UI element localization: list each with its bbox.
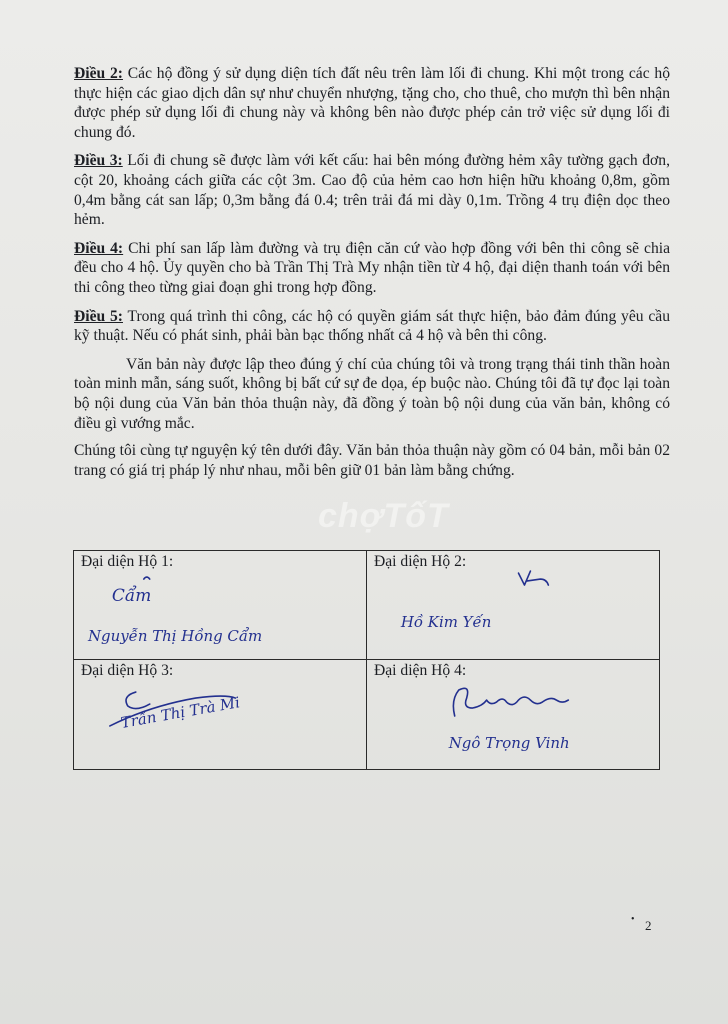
clause-text: Trong quá trình thi công, các hộ có quyền giám sát thực hiện, bảo đảm đúng yêu cầu kỹ thuật. Nếu có phát sinh, phải bàn bạc thống nhất cả 4 hộ và bên thi công.	[74, 307, 670, 345]
signature-ho-2	[367, 551, 659, 659]
page-mark: •	[631, 914, 635, 925]
clause-text: Chi phí san lấp làm đường và trụ điện căn cứ vào hợp đồng với bên thi công sẽ chia đều cho 4 hộ. Ủy quyền cho bà Trần Thị Trà My nhận tiền từ 4 hộ, đại diện thanh toán với bên thi công theo từng giai đoạn ghi trong hợp đồng.	[74, 239, 670, 296]
clause-heading: Điều 5:	[74, 307, 123, 325]
page-number: 2	[645, 918, 652, 933]
clause-heading: Điều 3:	[74, 152, 123, 170]
signature-cell-ho-1	[74, 551, 367, 660]
signature-name: Ngô Trọng Vinh	[448, 733, 570, 752]
signature-ho-3	[74, 660, 366, 769]
clause-5	[74, 307, 670, 346]
clause-heading: Điều 4:	[74, 239, 124, 257]
signature-label: Đại diện Hộ 3:	[81, 662, 174, 679]
signature-table	[73, 550, 660, 770]
signature-mark: Cẩm	[111, 585, 152, 606]
signature-name: Hồ Kim Yến	[400, 612, 492, 631]
signature-cell-ho-2	[367, 551, 660, 660]
signature-label: Đại diện Hộ 2:	[374, 553, 467, 570]
clause-2	[74, 64, 670, 142]
signature-label: Đại diện Hộ 1:	[81, 553, 174, 570]
signature-name: Nguyễn Thị Hồng Cẩm	[87, 626, 263, 645]
signature-ho-1	[74, 551, 366, 659]
signature-cell-ho-3	[74, 660, 367, 770]
signature-ho-4	[367, 660, 659, 769]
clause-text: Các hộ đồng ý sử dụng diện tích đất nêu trên làm lối đi chung. Khi một trong các hộ thực hiện các giao dịch dân sự như chuyển nhượng, tặng cho, cho thuê, cho mượn thì bên nhận được phép sử dụng lối đi chung này và không bên nào được phép cản trở việc sử dụng lối đi chung đó.	[74, 65, 670, 141]
clause-heading: Điều 2:	[74, 65, 123, 82]
signature-cell-ho-4	[367, 660, 660, 770]
clause-text: Lối đi chung sẽ được làm với kết cấu: hai bên móng đường hẻm xây tường gạch đơn, cột 20, khoảng cách giữa các cột 3m. Cao độ của hẻm cao hơn hiện hữu khoảng 0,8m, gồm 0,4m bằng cát san lấp; 0,3m bằng đá 0.4; trên trải đá mi dày 0,1m. Trồng 4 trụ điện dọc theo hẻm.	[74, 152, 670, 229]
declaration-paragraph: Văn bản này được lập theo đúng ý chí của chúng tôi và trong trạng thái tinh thần hoàn toàn minh mẫn, sáng suốt, không bị bất cứ sự đe dọa, ép buộc nào. Chúng tôi đã tự đọc lại toàn bộ nội dung của Văn bản thỏa thuận này, đã đồng ý toàn bộ nội dung của văn bản, không có điều gì vướng mắc.	[74, 355, 670, 432]
signature-name: Trần Thị Trà Mi	[119, 693, 242, 732]
clause-3	[74, 151, 670, 229]
clause-4	[74, 239, 670, 298]
signing-paragraph: Chúng tôi cùng tự nguyện ký tên dưới đây. Văn bản thỏa thuận này gồm có 04 bản, mỗi bản 02 trang có giá trị pháp lý như nhau, mỗi bên giữ 01 bản làm bằng chứng.	[74, 442, 670, 479]
signature-label: Đại diện Hộ 4:	[374, 662, 467, 679]
watermark-logo: chợTốT	[318, 497, 449, 535]
